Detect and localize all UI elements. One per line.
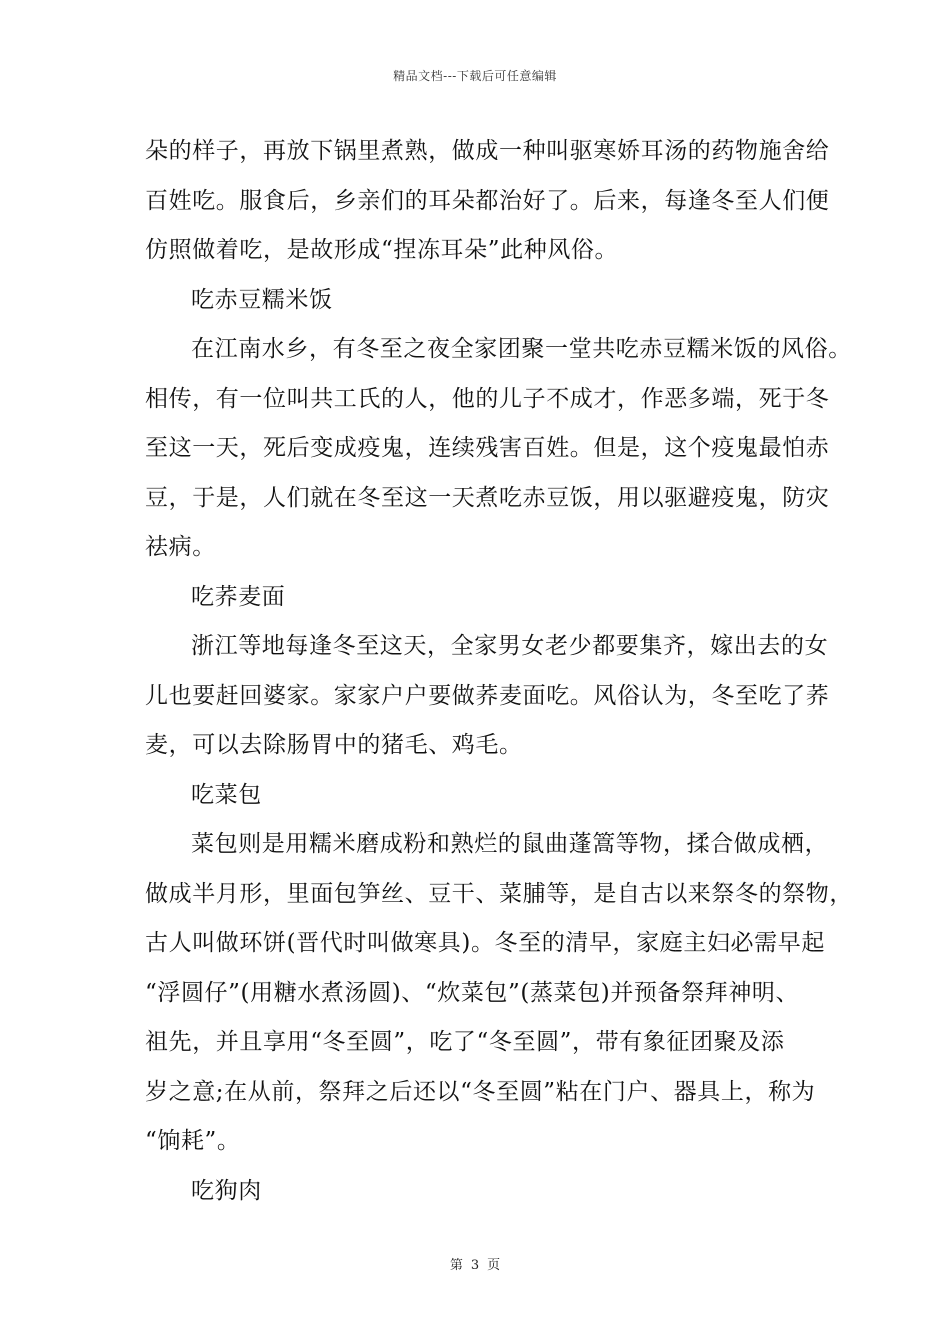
text-line: 祛病。 (145, 534, 216, 560)
text-line: 豆，于是，人们就在冬至这一天煮吃赤豆饭，用以驱避疫鬼，防灾 (145, 484, 830, 511)
page-label-suffix: 页 (487, 1258, 501, 1273)
section-heading: 吃赤豆糯米饭 (191, 286, 333, 313)
text-line: 百姓吃。服食后，乡亲们的耳朵都治好了。后来，每逢冬至人们便 (145, 187, 830, 214)
text-line: 麦，可以去除肠胃中的猪毛、鸡毛。 (145, 732, 523, 758)
text-line: 仿照做着吃，是故形成“捏冻耳朵”此种风俗。 (145, 237, 619, 263)
section-heading: 吃荞麦面 (191, 583, 286, 610)
text-line: 儿也要赶回婆家。家家户户要做荞麦面吃。风俗认为，冬至吃了荞 (145, 682, 830, 709)
text-line: 做成半月形，里面包笋丝、豆干、菜脯等，是自古以来祭冬的祭物， (145, 880, 853, 907)
document-body (145, 130, 853, 1219)
text-line: 相传，有一位叫共工氏的人，他的儿子不成才，作恶多端，死于冬 (145, 385, 830, 412)
section-heading: 吃菜包 (191, 781, 262, 808)
page-number: 3 (470, 1258, 480, 1273)
page-label-prefix: 第 (449, 1258, 463, 1273)
text-line: 祖先，并且享用“冬至圆”，吃了“冬至圆”，带有象征团聚及添 (145, 1029, 785, 1055)
text-line: 菜包则是用糯米磨成粉和熟烂的鼠曲蓬篙等物，揉合做成栖， (191, 831, 829, 857)
section-heading: 吃狗肉 (191, 1177, 262, 1204)
text-line: 朵的样子，再放下锅里煮熟，做成一种叫驱寒娇耳汤的药物施舍给 (145, 138, 830, 164)
page-header: 精品文档---下载后可任意编辑 (393, 69, 557, 83)
text-line: 岁之意;在从前，祭拜之后还以“冬至圆”粘在门户、器具上，称为 (145, 1078, 816, 1105)
text-line: 浙江等地每逢冬至这天，全家男女老少都要集齐，嫁出去的女 (191, 633, 829, 659)
text-line: “浮圆仔”(用糖水煮汤圆)、“炊菜包”(蒸菜包)并预备祭拜神明、 (145, 979, 800, 1006)
page-footer (0, 1254, 950, 1273)
text-line: 古人叫做环饼(晋代时叫做寒具)。冬至的清早，家庭主妇必需早起 (145, 930, 825, 956)
text-line: 至这一天，死后变成疫鬼，连续残害百姓。但是，这个疫鬼最怕赤 (145, 435, 830, 461)
text-line: 在江南水乡，有冬至之夜全家团聚一堂共吃赤豆糯米饭的风俗。 (191, 336, 852, 362)
text-line: “饷耗”。 (145, 1128, 241, 1154)
